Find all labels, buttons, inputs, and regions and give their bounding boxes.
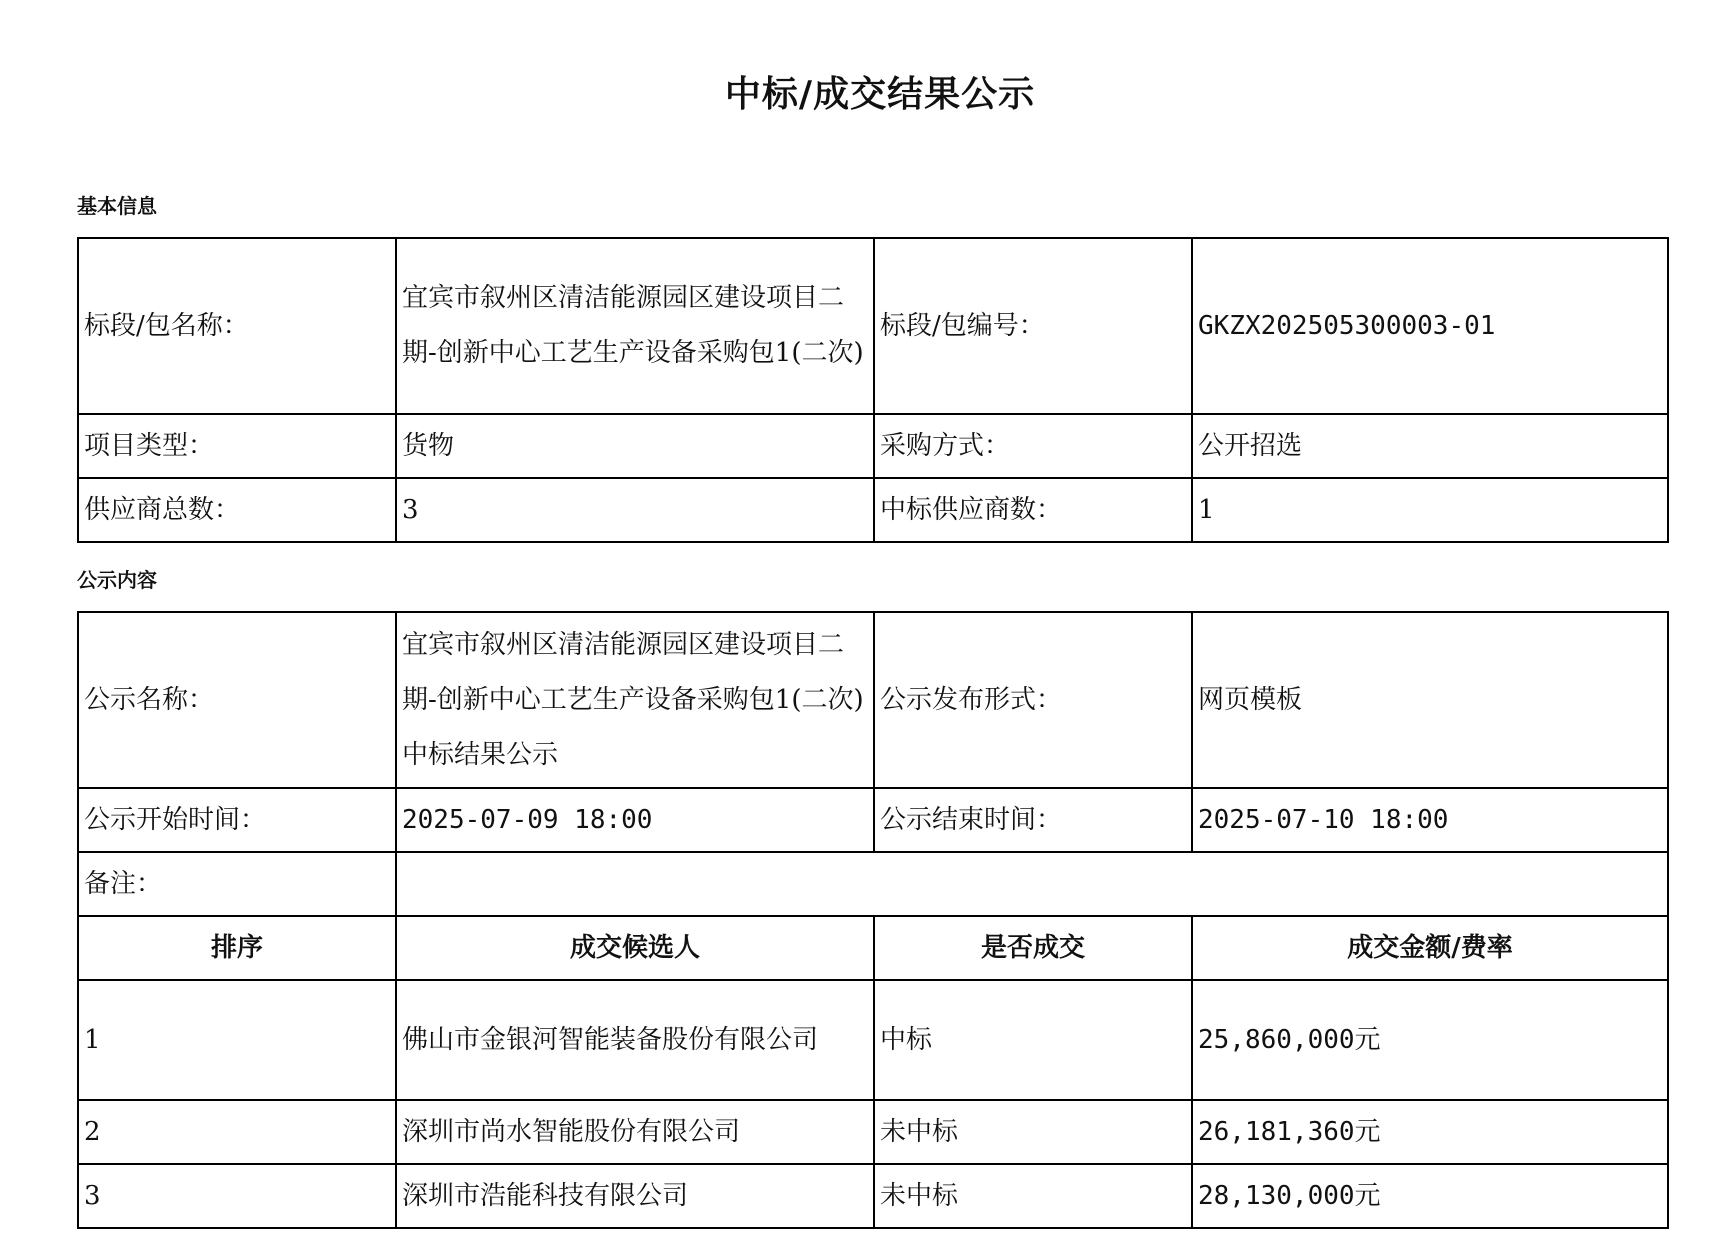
- notice-table: [77, 611, 1669, 1229]
- amount-cell: 26,181,360元: [1192, 1100, 1668, 1164]
- candidate-cell: 深圳市浩能科技有限公司: [396, 1164, 874, 1228]
- table-row: [78, 612, 1668, 788]
- notice-name-label: 公示名称：: [78, 612, 396, 788]
- lot-no-label: 标段/包编号：: [874, 238, 1192, 414]
- lot-no-value: GKZX202505300003-01: [1192, 238, 1668, 414]
- amount-cell: 28,130,000元: [1192, 1164, 1668, 1228]
- table-row: [78, 788, 1668, 852]
- awarded-cell: 中标: [874, 980, 1192, 1100]
- winning-supplier-count-value: 1: [1192, 478, 1668, 542]
- rank-cell: 3: [78, 1164, 396, 1228]
- table-row: [78, 414, 1668, 478]
- publish-form-label: 公示发布形式：: [874, 612, 1192, 788]
- supplier-total-label: 供应商总数：: [78, 478, 396, 542]
- table-row: [78, 1100, 1668, 1164]
- winning-supplier-count-label: 中标供应商数：: [874, 478, 1192, 542]
- table-row: [78, 980, 1668, 1100]
- results-header-row: [78, 916, 1668, 980]
- candidate-cell: 佛山市金银河智能装备股份有限公司: [396, 980, 874, 1100]
- header-candidate: 成交候选人: [396, 916, 874, 980]
- rank-cell: 1: [78, 980, 396, 1100]
- basic-info-table: [77, 237, 1669, 543]
- end-time-label: 公示结束时间：: [874, 788, 1192, 852]
- project-type-value: 货物: [396, 414, 874, 478]
- procurement-method-value: 公开招选: [1192, 414, 1668, 478]
- lot-name-value: 宜宾市叙州区清洁能源园区建设项目二期-创新中心工艺生产设备采购包1(二次): [396, 238, 874, 414]
- table-row: [78, 1164, 1668, 1228]
- rank-cell: 2: [78, 1100, 396, 1164]
- procurement-method-label: 采购方式：: [874, 414, 1192, 478]
- end-time-value: 2025-07-10 18:00: [1192, 788, 1668, 852]
- project-type-label: 项目类型：: [78, 414, 396, 478]
- awarded-cell: 未中标: [874, 1164, 1192, 1228]
- header-rank: 排序: [78, 916, 396, 980]
- lot-name-label: 标段/包名称：: [78, 238, 396, 414]
- notice-name-value: 宜宾市叙州区清洁能源园区建设项目二期-创新中心工艺生产设备采购包1(二次)中标结果公示: [396, 612, 874, 788]
- amount-cell: 25,860,000元: [1192, 980, 1668, 1100]
- start-time-value: 2025-07-09 18:00: [396, 788, 874, 852]
- remark-value: [396, 852, 1668, 916]
- header-awarded: 是否成交: [874, 916, 1192, 980]
- table-row: [78, 478, 1668, 542]
- remark-label: 备注：: [78, 852, 396, 916]
- page-title: 中标/成交结果公示: [724, 74, 1036, 115]
- table-row: [78, 238, 1668, 414]
- awarded-cell: 未中标: [874, 1100, 1192, 1164]
- header-amount: 成交金额/费率: [1192, 916, 1668, 980]
- candidate-cell: 深圳市尚水智能股份有限公司: [396, 1100, 874, 1164]
- start-time-label: 公示开始时间：: [78, 788, 396, 852]
- section-label-notice: 公示内容: [77, 568, 157, 592]
- table-row: [78, 852, 1668, 916]
- publish-form-value: 网页模板: [1192, 612, 1668, 788]
- section-label-basic-info: 基本信息: [77, 194, 157, 218]
- supplier-total-value: 3: [396, 478, 874, 542]
